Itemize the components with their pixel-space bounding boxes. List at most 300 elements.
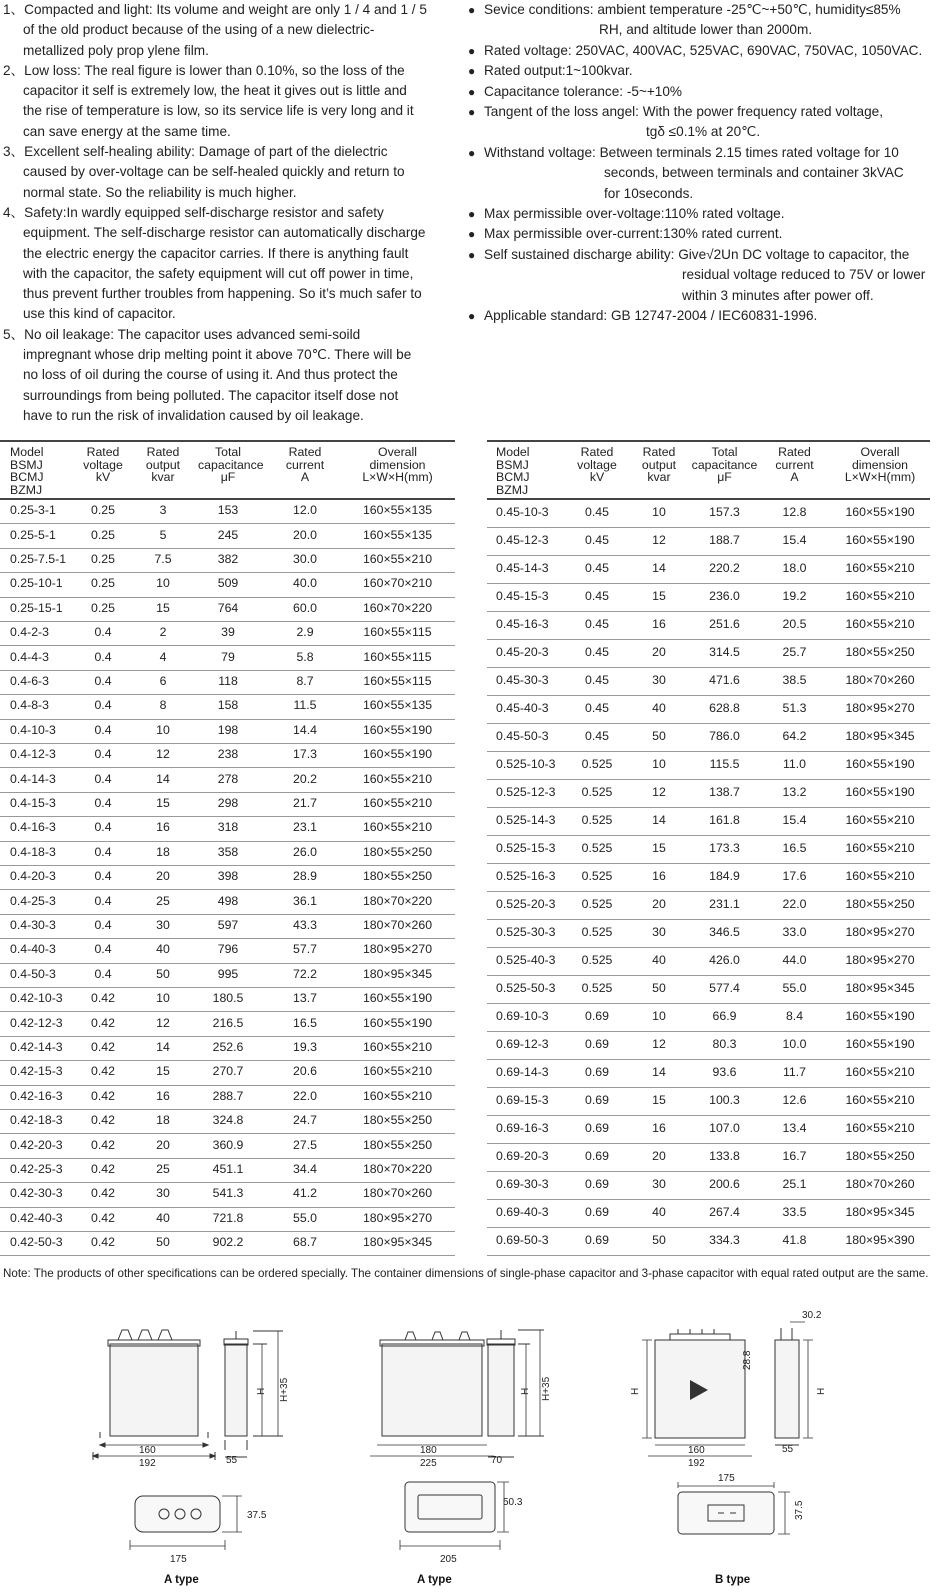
table-cell: 0.25: [91, 600, 115, 615]
a1-bw-label: 175: [170, 1554, 187, 1565]
table-cell: 0.69: [585, 1205, 609, 1219]
table-row: [487, 920, 930, 948]
b-h-label: H: [630, 1387, 641, 1395]
a2-bh-label: 50.3: [503, 1497, 523, 1508]
table-cell: 20.2: [293, 771, 317, 786]
table-cell: 0.42: [91, 1161, 115, 1176]
table-cell: 0.45-15-3: [496, 589, 549, 603]
table-row: [487, 612, 930, 640]
table-row: [0, 671, 455, 695]
spec-main: Max permissible over-voltage:110% rated voltage.: [484, 206, 785, 222]
table-cell: 17.3: [293, 747, 317, 762]
table-cell: 0.42: [91, 1113, 115, 1128]
table-cell: 8.7: [296, 673, 314, 688]
table-cell: 15: [652, 1093, 666, 1107]
table-cell: 314.5: [709, 645, 740, 659]
table-cell: 40: [652, 953, 666, 967]
table-cell: 10.0: [782, 1037, 807, 1051]
table-cell: 0.4: [94, 649, 112, 664]
table-cell: 10: [156, 576, 170, 591]
table-cell: 20: [652, 645, 666, 659]
table-cell: 0.4: [94, 673, 112, 688]
table-cell: 0.42: [91, 1039, 115, 1054]
table-cell: 180×95×345: [362, 966, 433, 981]
table-cell: 180×95×345: [845, 981, 915, 995]
table-cell: 30: [156, 917, 170, 932]
table-cell: 51.3: [782, 701, 807, 715]
table-row: [487, 864, 930, 892]
table-row: [0, 768, 455, 792]
header-line: μF: [717, 470, 732, 484]
table-row: [0, 1159, 455, 1183]
table-cell: 180×55×250: [845, 645, 915, 659]
table-header-cell: [687, 446, 762, 484]
table-cell: 180×70×260: [845, 1177, 915, 1191]
table-row: [487, 500, 930, 528]
table-cell: 20.6: [293, 1064, 317, 1079]
table-cell: 79: [221, 649, 235, 664]
header-line: current: [775, 457, 814, 472]
table-cell: 12: [156, 1015, 170, 1030]
table-cell: 153: [217, 503, 239, 518]
table-cell: 382: [217, 551, 239, 566]
table-cell: 0.42-50-3: [10, 1235, 63, 1250]
spec-item: [468, 306, 932, 326]
table-cell: 40: [652, 1205, 666, 1219]
feature-item: 5、No oil leakage: The capacitor uses advanced semi-soild impregnant whose drip melting point it above 70℃. There will be no loss of oil during the course of using it. And thus protect the surroundings from being polluted. The capacitor itself dose not have to run the risk of invalidation caused by oil leakage.: [3, 326, 412, 423]
table-cell: 17.6: [782, 869, 807, 883]
table-cell: 40.0: [293, 576, 317, 591]
table-cell: 20.0: [293, 527, 317, 542]
table-cell: 0.69: [585, 1121, 609, 1135]
table-cell: 25.1: [782, 1177, 807, 1191]
table-row: [487, 1172, 930, 1200]
table-cell: 3: [159, 503, 167, 518]
header-line: L×W×H(mm): [844, 470, 916, 484]
table-cell: 160×55×190: [362, 747, 433, 762]
table-cell: 160×55×210: [362, 1088, 433, 1103]
table-cell: 509: [217, 576, 239, 591]
table-cell: 16: [156, 820, 170, 835]
header-line: Model: [10, 445, 44, 459]
table-cell: 0.525: [581, 981, 613, 995]
table-row: [487, 1200, 930, 1228]
table-cell: 0.4-20-3: [10, 869, 56, 884]
table-cell: 270.7: [212, 1064, 244, 1079]
table-cell: 40: [156, 1210, 170, 1225]
b-h2-label: H: [816, 1387, 827, 1395]
table-cell: 25: [156, 1161, 170, 1176]
spec-main: Withstand voltage: Between terminals 2.15 times rated voltage for 10: [484, 144, 899, 160]
intro-section: [0, 0, 940, 428]
table-row: [0, 744, 455, 768]
table-cell: 24.7: [293, 1113, 317, 1128]
table-cell: 0.45-40-3: [496, 701, 549, 715]
header-line: kV: [589, 470, 605, 484]
table-cell: 0.69-12-3: [496, 1037, 549, 1051]
table-cell: 10: [652, 1009, 666, 1023]
table-row: [487, 948, 930, 976]
table-cell: 13.2: [782, 785, 807, 799]
table-row: [0, 866, 455, 890]
table-cell: 180×55×250: [362, 844, 433, 859]
table-row: [0, 939, 455, 963]
table-row: [487, 556, 930, 584]
table-cell: 0.69-10-3: [496, 1009, 549, 1023]
table-row: [487, 1088, 930, 1116]
table-cell: 0.4: [94, 698, 112, 713]
header-line: Rated: [86, 445, 120, 459]
table-cell: 28.9: [293, 869, 317, 884]
table-cell: 14: [156, 1039, 170, 1054]
feature-item: 1、Compacted and light: Its volume and weight are only 1 / 4 and 1 / 5 of the old product because of the using of a new dielectric-metallized poly prop ylene film.: [3, 2, 427, 58]
table-cell: 0.525: [581, 897, 613, 911]
table-row: [0, 695, 455, 719]
bullet-icon: ●: [468, 145, 476, 160]
table-cell: 0.45-20-3: [496, 645, 549, 659]
table-cell: 0.525-12-3: [496, 785, 556, 799]
spec-item: [468, 102, 932, 143]
header-line: output: [145, 457, 181, 472]
table-cell: 133.8: [709, 1149, 740, 1163]
table-cell: 0.42-16-3: [10, 1088, 63, 1103]
table-cell: 15: [156, 600, 170, 615]
feature-list: [3, 0, 428, 426]
table-cell: 298: [217, 795, 239, 810]
table-cell: 4: [159, 649, 167, 664]
table-cell: 64.2: [782, 729, 807, 743]
table-cell: 0.25: [91, 527, 115, 542]
table-cell: 160×55×190: [845, 1037, 915, 1051]
table-cell: 11.0: [782, 757, 807, 771]
a1-w2-label: 192: [139, 1458, 156, 1469]
table-row: [487, 1004, 930, 1032]
table-cell: 0.25: [91, 576, 115, 591]
table-cell: 0.4: [94, 771, 112, 786]
header-line: Overall: [378, 445, 417, 459]
table-cell: 19.2: [782, 589, 807, 603]
table-cell: 0.525: [581, 841, 613, 855]
table-cell: 0.4-15-3: [10, 795, 56, 810]
spec-main: Tangent of the loss angel: With the power frequency rated voltage,: [484, 104, 883, 120]
table-row: [487, 528, 930, 556]
table-cell: 30: [156, 1186, 170, 1201]
header-line: Rated: [642, 445, 676, 459]
spec-item: [468, 82, 932, 102]
bullet-icon: ●: [468, 43, 476, 58]
table-cell: 13.4: [782, 1121, 807, 1135]
table-row: [0, 842, 455, 866]
table-cell: 0.25-10-1: [10, 576, 63, 591]
table-cell: 44.0: [782, 953, 807, 967]
table-cell: 30: [652, 673, 666, 687]
table-cell: 180.5: [212, 991, 244, 1006]
table-header-cell: [830, 446, 930, 484]
b-top-label: 30.2: [802, 1310, 822, 1321]
table-cell: 41.2: [293, 1186, 317, 1201]
dimension-drawings: [0, 1300, 940, 1587]
table-cell: 188.7: [709, 533, 740, 547]
header-line: capacitance: [198, 457, 264, 472]
spec-item: [468, 61, 932, 81]
table-cell: 0.45: [585, 617, 609, 631]
table-cell: 180×95×345: [845, 1205, 915, 1219]
table-cell: 22.0: [293, 1088, 317, 1103]
table-row: [0, 1061, 455, 1085]
table-cell: 360.9: [212, 1137, 244, 1152]
bullet-icon: ●: [468, 3, 476, 17]
table-row: [487, 1060, 930, 1088]
header-line: A: [790, 470, 799, 484]
table-cell: 346.5: [709, 925, 740, 939]
table-cell: 0.4-14-3: [10, 771, 56, 786]
table-cell: 0.4: [94, 844, 112, 859]
table-cell: 39: [221, 625, 235, 640]
header-line: Overall: [860, 445, 900, 459]
table-cell: 0.45-30-3: [496, 673, 549, 687]
table-cell: 33.5: [782, 1205, 807, 1219]
table-cell: 0.45: [585, 645, 609, 659]
table-row: [0, 720, 455, 744]
bullet-icon: ●: [468, 207, 476, 222]
header-line: capacitance: [691, 457, 758, 472]
table-cell: 0.525: [581, 785, 613, 799]
a2-depth-label: 70: [491, 1455, 503, 1466]
table-cell: 16.5: [293, 1015, 317, 1030]
table-cell: 50: [156, 1235, 170, 1250]
table-cell: 33.0: [782, 925, 807, 939]
a1-type-label: A type: [164, 1574, 199, 1586]
table-cell: 160×55×190: [362, 1015, 433, 1030]
table-cell: 160×55×210: [845, 813, 915, 827]
table-cell: 180×95×270: [845, 953, 915, 967]
table-cell: 180×70×260: [845, 673, 915, 687]
table-cell: 11.7: [782, 1065, 807, 1079]
table-cell: 36.1: [293, 893, 317, 908]
header-line: kvar: [647, 470, 671, 484]
table-cell: 0.42-12-3: [10, 1015, 63, 1030]
table-rule: [487, 440, 930, 442]
table-row: [487, 808, 930, 836]
table-cell: 541.3: [212, 1186, 244, 1201]
table-cell: 160×55×190: [845, 533, 915, 547]
table-cell: 0.42-10-3: [10, 991, 63, 1006]
table-cell: 180×95×270: [845, 925, 915, 939]
table-cell: 12: [652, 785, 666, 799]
table-cell: 0.4-4-3: [10, 649, 49, 664]
table-cell: 180×55×250: [362, 1113, 433, 1128]
table-cell: 0.525-14-3: [496, 813, 556, 827]
table-cell: 426.0: [709, 953, 740, 967]
table-cell: 786.0: [709, 729, 740, 743]
table-row: [0, 793, 455, 817]
spec-continuation: tgδ ≤0.1% at 20℃.: [646, 124, 761, 140]
table-header-cell: [10, 446, 80, 496]
table-cell: 2: [159, 625, 167, 640]
table-cell: 245: [217, 527, 239, 542]
a2-h-label: H: [520, 1387, 531, 1395]
table-cell: 0.42: [91, 1186, 115, 1201]
bullet-icon: ●: [468, 105, 476, 120]
table-cell: 0.42: [91, 1088, 115, 1103]
a1-depth-label: 55: [226, 1455, 238, 1466]
table-cell: 16: [652, 617, 666, 631]
table-cell: 180×70×260: [362, 1186, 433, 1201]
table-cell: 8.4: [785, 1009, 804, 1023]
table-cell: 0.4: [94, 625, 112, 640]
table-row: [0, 1037, 455, 1061]
table-cell: 358: [217, 844, 239, 859]
table-row: [0, 598, 455, 622]
b-bw-label: 175: [718, 1473, 735, 1484]
table-cell: 796: [217, 942, 239, 957]
header-line: Rated: [580, 445, 614, 459]
spec-continuation: seconds, between terminals and container 3kVAC: [604, 165, 904, 181]
table-row: [0, 1232, 455, 1256]
table-cell: 318: [217, 820, 239, 835]
table-cell: 118: [218, 673, 238, 688]
table-row: [0, 1208, 455, 1232]
table-cell: 0.42: [91, 1210, 115, 1225]
spec-main: Self sustained discharge ability: Give√2Un DC voltage to capacitor, the: [484, 246, 910, 262]
table-header-cell: [634, 446, 684, 484]
header-line: current: [285, 457, 325, 472]
bullet-icon: ●: [468, 84, 476, 99]
table-cell: 160×70×220: [362, 600, 433, 615]
b-bh-label: 37.5: [794, 1500, 805, 1520]
table-cell: 12.6: [782, 1093, 807, 1107]
table-header-cell: [340, 446, 455, 484]
header-line: dimension: [851, 457, 909, 472]
table-cell: 0.4: [94, 820, 112, 835]
table-cell: 0.69-14-3: [496, 1065, 549, 1079]
table-cell: 231.1: [709, 897, 740, 911]
table-cell: 267.4: [709, 1205, 740, 1219]
table-cell: 22.0: [782, 897, 807, 911]
table-cell: 60.0: [293, 600, 317, 615]
table-cell: 180×95×345: [362, 1235, 433, 1250]
table-row: [0, 524, 455, 548]
table-row: [0, 573, 455, 597]
table-cell: 252.6: [212, 1039, 244, 1054]
a2-w1-label: 180: [420, 1445, 437, 1456]
b-type-label: B type: [715, 1574, 751, 1586]
table-cell: 0.69: [585, 1233, 609, 1247]
spec-continuation: RH, and altitude lower than 2000m.: [599, 22, 813, 38]
table-cell: 0.525-40-3: [496, 953, 556, 967]
table-row: [0, 622, 455, 646]
table-cell: 160×55×210: [362, 771, 433, 786]
spec-item: [468, 0, 932, 41]
table-cell: 0.25: [91, 503, 115, 518]
table-cell: 50: [652, 729, 666, 743]
table-cell: 0.69-50-3: [496, 1233, 549, 1247]
table-cell: 5.8: [296, 649, 314, 664]
table-cell: 80.3: [712, 1037, 737, 1051]
header-line: Rated: [146, 445, 180, 459]
table-cell: 0.69: [585, 1149, 609, 1163]
table-cell: 12: [156, 747, 170, 762]
table-cell: 180×70×220: [362, 1161, 433, 1176]
table-cell: 180×55×250: [845, 897, 915, 911]
table-cell: 0.525-16-3: [496, 869, 556, 883]
table-row: [0, 1110, 455, 1134]
table-header-cell: [78, 446, 128, 484]
table-cell: 471.6: [709, 673, 740, 687]
table-cell: 0.69: [585, 1009, 609, 1023]
bullet-icon: ●: [468, 247, 476, 262]
b-w1-label: 160: [688, 1445, 705, 1456]
table-cell: 0.69-20-3: [496, 1149, 549, 1163]
table-cell: 16.7: [782, 1149, 807, 1163]
table-row: [0, 1086, 455, 1110]
table-cell: 57.7: [293, 942, 317, 957]
table-cell: 238: [217, 747, 239, 762]
table-cell: 15: [156, 1064, 170, 1079]
spec-main: Applicable standard: GB 12747-2004 / IEC60831-1996.: [484, 308, 818, 324]
table-cell: 398: [217, 869, 239, 884]
table-cell: 0.4-10-3: [10, 722, 56, 737]
table-cell: 628.8: [709, 701, 740, 715]
table-cell: 0.69: [585, 1093, 609, 1107]
table-cell: 0.69-15-3: [496, 1093, 549, 1107]
table-cell: 288.7: [212, 1088, 244, 1103]
table-cell: 0.45-10-3: [496, 505, 549, 519]
table-row: [487, 1228, 930, 1256]
table-cell: 160×55×210: [845, 617, 915, 631]
spec-main: Rated voltage: 250VAC, 400VAC, 525VAC, 690VAC, 750VAC, 1050VAC.: [484, 42, 923, 58]
table-cell: 6: [159, 673, 167, 688]
table-cell: 14: [652, 561, 666, 575]
table-cell: 8: [159, 698, 167, 713]
table-cell: 10: [652, 505, 666, 519]
table-cell: 40: [156, 942, 170, 957]
table-cell: 0.69-40-3: [496, 1205, 549, 1219]
table-cell: 160×55×210: [362, 1039, 433, 1054]
table-cell: 0.42-14-3: [10, 1039, 63, 1054]
table-cell: 72.2: [293, 966, 317, 981]
table-cell: 198: [217, 722, 239, 737]
table-row: [0, 915, 455, 939]
table-cell: 0.42: [91, 1137, 115, 1152]
table-cell: 14: [652, 1065, 666, 1079]
spec-item: [468, 204, 932, 224]
table-cell: 20: [156, 869, 170, 884]
spec-main: Capacitance tolerance: -5~+10%: [484, 83, 682, 99]
table-cell: 0.42: [91, 991, 115, 1006]
header-line: L×W×H(mm): [362, 470, 433, 484]
spec-main: Rated output:1~100kvar.: [484, 63, 633, 79]
header-line: A: [300, 470, 310, 484]
table-cell: 50: [652, 981, 666, 995]
spec-item: [468, 224, 932, 244]
table-cell: 324.8: [212, 1113, 244, 1128]
table-cell: 38.5: [782, 673, 807, 687]
table-header-cell: [767, 446, 822, 484]
a1-w1-label: 160: [139, 1445, 156, 1456]
a-type-2-side-view: [487, 1330, 552, 1466]
table-cell: 0.45-12-3: [496, 533, 549, 547]
table-cell: 43.3: [293, 917, 317, 932]
table-cell: 173.3: [709, 841, 740, 855]
header-line: μF: [220, 470, 236, 484]
table-cell: 15: [652, 841, 666, 855]
table-rule: [0, 440, 455, 442]
table-cell: 0.4-16-3: [10, 820, 56, 835]
table-cell: 41.8: [782, 1233, 807, 1247]
table-row: [487, 584, 930, 612]
table-cell: 20: [652, 1149, 666, 1163]
